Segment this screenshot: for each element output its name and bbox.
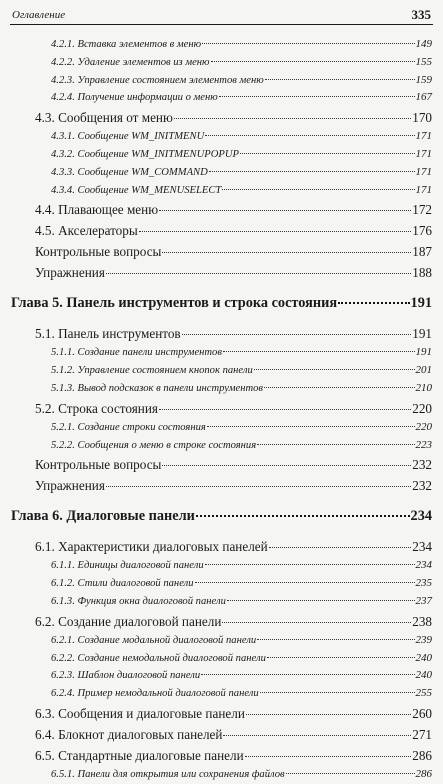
dot-leader: [182, 333, 412, 335]
toc-section: [35, 703, 432, 724]
toc-subsection: [51, 575, 432, 593]
toc-entry-title: 5.2.1. Создание строки состояния: [51, 421, 206, 433]
toc-entry-title: Контрольные вопросы: [35, 457, 162, 473]
toc-subsection: [51, 89, 432, 107]
toc-entry-page: 171: [415, 147, 432, 160]
dot-leader: [195, 581, 415, 583]
toc-subsection: [51, 632, 432, 650]
toc-entry-title: 4.2.2. Удаление элементов из меню: [51, 56, 210, 68]
toc-entry-title: 6.2. Создание диалоговой панели: [35, 613, 222, 629]
toc-chapter: [11, 291, 432, 315]
toc-entry-title: 6.3. Сообщения и диалоговые панели: [35, 705, 245, 721]
dot-leader: [260, 691, 415, 693]
toc-entry-page: 223: [415, 438, 432, 451]
toc-entry-title: 4.4. Плавающее меню: [35, 202, 159, 218]
page-number: 335: [411, 7, 431, 22]
toc-entry-page: 232: [412, 478, 432, 494]
toc-subsection: [51, 72, 432, 90]
toc-entry-page: 286: [412, 747, 432, 763]
dot-leader: [254, 368, 415, 370]
toc-entry-title: 6.2.2. Создание немодальной диалоговой панели: [51, 652, 266, 664]
toc-entry-page: 210: [415, 381, 432, 394]
toc-subsection: [51, 593, 432, 611]
toc-subsection: [51, 667, 432, 685]
toc-entry: [35, 241, 432, 262]
toc-entry-page: 191: [412, 326, 432, 342]
toc-entry-title: 4.3. Сообщения от меню: [35, 110, 173, 126]
dot-leader: [227, 599, 415, 601]
toc-entry-page: 234: [410, 508, 432, 525]
toc-chapter: [11, 504, 432, 528]
toc-entry-page: 188: [412, 265, 432, 281]
toc-subsection: [51, 650, 432, 668]
running-header-title: Оглавление: [12, 9, 66, 21]
toc-entry-title: 4.3.3. Сообщение WM_COMMAND: [51, 166, 208, 178]
dot-leader: [223, 350, 415, 352]
toc-entry: [35, 454, 432, 475]
toc-entry-page: 239: [415, 633, 432, 646]
dot-leader: [211, 60, 415, 62]
toc-entry-page: 255: [415, 687, 432, 700]
toc-entry-title: 6.5.1. Панели для открытия или сохранения файлов: [51, 768, 285, 780]
toc-subsection: [51, 685, 432, 703]
dot-leader: [139, 230, 411, 232]
toc-entry-page: 191: [410, 295, 432, 312]
dot-leader: [223, 734, 411, 736]
dot-leader: [265, 78, 415, 80]
toc-entry-page: 159: [415, 73, 432, 86]
dot-leader: [106, 272, 411, 274]
dot-leader: [202, 42, 414, 44]
dot-leader: [264, 386, 414, 388]
dot-leader: [245, 755, 412, 757]
toc-entry: [35, 262, 432, 283]
toc-subsection: [51, 36, 432, 54]
dot-leader: [257, 638, 414, 640]
dot-leader: [205, 134, 414, 136]
dot-leader: [205, 563, 415, 565]
toc-entry-page: 167: [415, 91, 432, 104]
toc-entry-title: 6.1.3. Функция окна диалоговой панели: [51, 595, 226, 607]
toc-entry-title: 4.3.2. Сообщение WM_INITMENUPOPUP: [51, 148, 239, 160]
toc-subsection: [51, 128, 432, 146]
toc-entry-page: 171: [415, 183, 432, 196]
toc-entry-title: 4.3.4. Сообщение WM_MENUSELECT: [51, 184, 222, 196]
dot-leader: [207, 425, 415, 427]
toc-entry-title: 6.1.1. Единицы диалоговой панели: [51, 560, 204, 572]
toc-entry-page: 220: [412, 400, 432, 416]
toc-entry-page: 237: [415, 594, 432, 607]
toc-subsection: [51, 54, 432, 72]
toc-entry-title: 6.2.1. Создание модальной диалоговой панели: [51, 634, 257, 646]
dot-leader: [159, 408, 411, 410]
toc-entry-title: 5.2. Строка состояния: [35, 400, 158, 416]
toc-subsection: [51, 557, 432, 575]
toc-entry-page: 238: [412, 613, 432, 629]
toc-section: [35, 611, 432, 632]
toc-list: [0, 36, 443, 784]
toc-entry-title: 5.1.3. Вывод подсказок в панели инструментов: [51, 382, 264, 394]
dot-leader: [162, 251, 411, 253]
toc-subsection: [51, 419, 432, 437]
toc-subsection: [51, 766, 432, 784]
toc-entry-page: 191: [415, 346, 432, 359]
toc-entry-title: 4.2.1. Вставка элементов в меню: [51, 39, 202, 50]
toc-entry-page: 220: [415, 420, 432, 433]
dot-leader: [219, 95, 415, 97]
toc-entry-title: 4.2.3. Управление состоянием элементов меню: [51, 74, 264, 86]
dot-leader: [267, 656, 415, 658]
toc-subsection: [51, 437, 432, 455]
toc-section: [35, 323, 432, 344]
dot-leader: [246, 713, 411, 715]
toc-entry-page: 149: [415, 38, 432, 50]
toc-entry-page: 240: [415, 669, 432, 682]
toc-entry-page: 176: [412, 223, 432, 239]
dot-leader: [222, 188, 414, 190]
toc-section: [35, 536, 432, 557]
dot-leader: [286, 772, 415, 774]
toc-section: [35, 398, 432, 419]
toc-entry-title: 6.5. Стандартные диалоговые панели: [35, 747, 244, 763]
toc-entry-title: Контрольные вопросы: [35, 244, 162, 260]
toc-entry: [35, 475, 432, 496]
toc-entry-page: 234: [415, 559, 432, 572]
dot-leader: [269, 546, 412, 548]
toc-section: [35, 199, 432, 220]
dot-leader: [338, 301, 409, 304]
dot-leader: [159, 209, 411, 211]
toc-entry-title: 4.5. Акселераторы: [35, 223, 138, 239]
toc-entry-title: 5.1.2. Управление состоянием кнопок панели: [51, 365, 253, 377]
toc-entry-title: 6.1. Характеристики диалоговых панелей: [35, 539, 268, 555]
toc-entry-title: Упражнения: [35, 265, 105, 281]
toc-entry-page: 260: [412, 705, 432, 721]
toc-entry-title: 6.2.4. Пример немодальной диалоговой панели: [51, 688, 259, 700]
toc-entry-page: 232: [412, 457, 432, 473]
dot-leader: [201, 673, 414, 675]
dot-leader: [240, 152, 415, 154]
toc-entry-page: 240: [415, 651, 432, 664]
toc-subsection: [51, 146, 432, 164]
dot-leader: [162, 464, 411, 466]
toc-entry-title: 5.1. Панель инструментов: [35, 326, 181, 342]
toc-entry-title: 5.1.1. Создание панели инструментов: [51, 347, 222, 359]
dot-leader: [106, 485, 411, 487]
dot-leader: [222, 621, 411, 623]
toc-entry-page: 172: [412, 202, 432, 218]
toc-entry-page: 171: [415, 130, 432, 143]
toc-section: [35, 220, 432, 241]
toc-subsection: [51, 164, 432, 182]
dot-leader: [209, 170, 415, 172]
toc-entry-page: 201: [415, 364, 432, 377]
toc-entry-page: 155: [415, 55, 432, 68]
toc-subsection: [51, 182, 432, 200]
toc-subsection: [51, 380, 432, 398]
toc-entry-title: 6.2.3. Шаблон диалоговой панели: [51, 670, 201, 682]
toc-subsection: [51, 362, 432, 380]
toc-section: [35, 724, 432, 745]
toc-entry-title: Глава 5. Панель инструментов и строка состояния: [11, 295, 338, 312]
toc-entry-page: 286: [415, 767, 432, 780]
toc-section: [35, 107, 432, 128]
toc-entry-title: 6.1.2. Стили диалоговой панели: [51, 578, 194, 590]
toc-entry-page: 271: [412, 726, 432, 742]
toc-entry-title: Упражнения: [35, 478, 105, 494]
toc-entry-title: 6.4. Блокнот диалоговых панелей: [35, 726, 223, 742]
running-header: [10, 4, 433, 25]
toc-entry-page: 170: [412, 110, 432, 126]
toc-section: [35, 745, 432, 766]
toc-entry-title: 4.2.4. Получение информации о меню: [51, 92, 218, 104]
toc-entry-page: 171: [415, 165, 432, 178]
toc-entry-page: 234: [412, 539, 432, 555]
toc-entry-title: 4.3.1. Сообщение WM_INITMENU: [51, 131, 205, 143]
dot-leader: [257, 443, 414, 445]
toc-entry-title: Глава 6. Диалоговые панели: [11, 508, 195, 525]
toc-subsection: [51, 344, 432, 362]
toc-entry-page: 187: [412, 244, 432, 260]
toc-entry-page: 235: [415, 577, 432, 590]
toc-entry-title: 5.2.2. Сообщения о меню в строке состояния: [51, 439, 257, 451]
dot-leader: [196, 514, 410, 517]
dot-leader: [174, 117, 411, 119]
